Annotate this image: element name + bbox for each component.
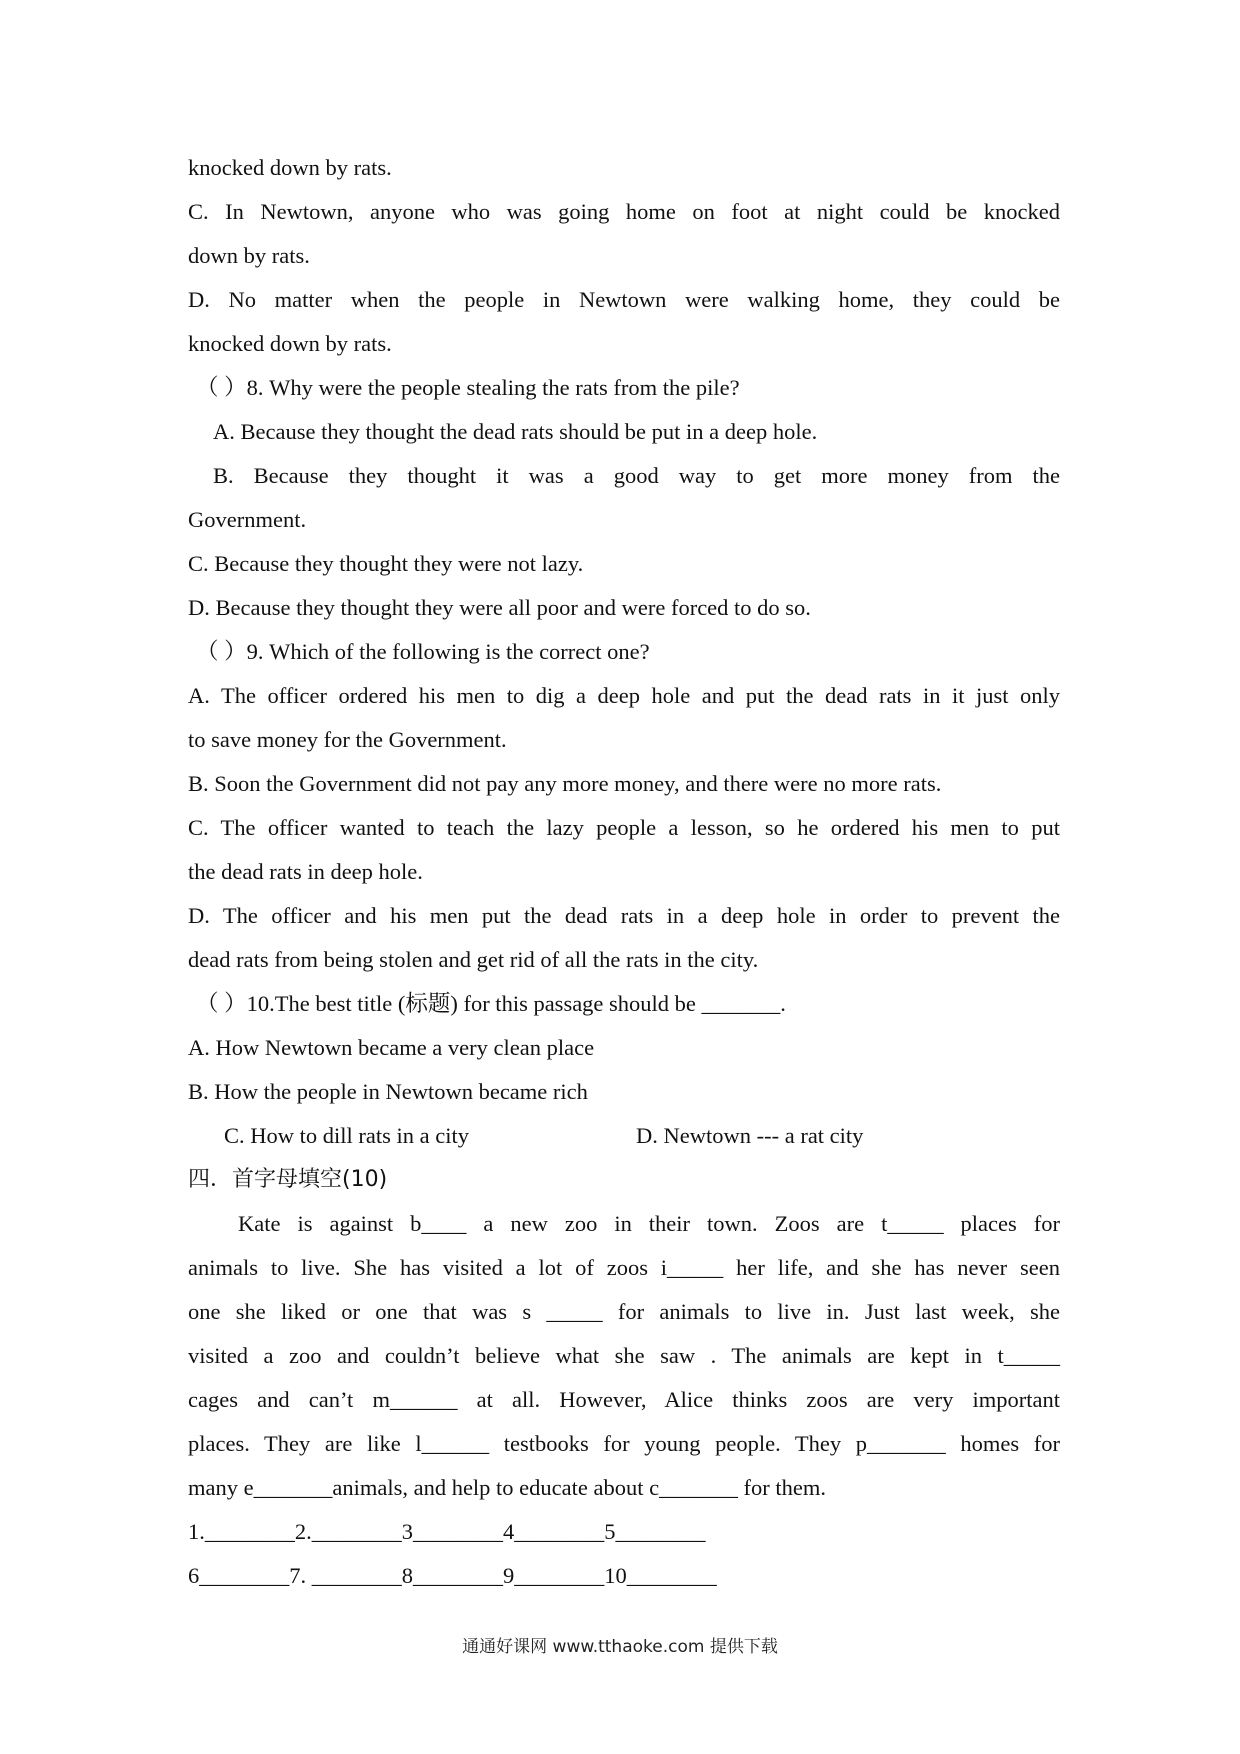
q8-option-c: C. Because they thought they were not lazy. xyxy=(188,551,584,576)
section4-heading: 四．首字母填空(10) xyxy=(188,1167,388,1192)
answer-blanks-1-5: 1.________2.________3________4________5________ xyxy=(188,1519,706,1544)
page-footer: 通通好课网 www.tthaoke.com 提供下载 xyxy=(462,1637,778,1657)
q7-option-d-line2: knocked down by rats. xyxy=(188,331,392,356)
q9-stem: （ ）9. Which of the following is the correct one? xyxy=(196,639,650,664)
q8-option-b-line2: Government. xyxy=(188,507,307,532)
answer-blanks-6-10: 6________7. ________8________9________10________ xyxy=(188,1563,717,1588)
q9-option-d-line1: D. The officer and his men put the dead rats in a deep hole in order to prevent the xyxy=(188,903,1060,928)
cloze-line-7: many e_______animals, and help to educate about c_______ for them. xyxy=(188,1475,826,1500)
cloze-line-3: one she liked or one that was s _____ for animals to live in. Just last week, she xyxy=(188,1299,1060,1324)
q10-stem: （ ）10.The best title (标题) for this passage should be _______. xyxy=(196,991,786,1016)
q9-option-a-line2: to save money for the Government. xyxy=(188,727,507,752)
cloze-line-4: visited a zoo and couldn’t believe what she saw . The animals are kept in t_____ xyxy=(188,1343,1060,1368)
q9-option-a-line1: A. The officer ordered his men to dig a deep hole and put the dead rats in it just only xyxy=(188,683,1060,708)
q9-option-b: B. Soon the Government did not pay any more money, and there were no more rats. xyxy=(188,771,942,796)
worksheet-body xyxy=(188,146,1060,1598)
q8-option-d: D. Because they thought they were all poor and were forced to do so. xyxy=(188,595,811,620)
q7-option-c-line2: down by rats. xyxy=(188,243,310,268)
q9-option-c-line1: C. The officer wanted to teach the lazy people a lesson, so he ordered his men to put xyxy=(188,815,1060,840)
q8-option-a: A. Because they thought the dead rats should be put in a deep hole. xyxy=(213,419,818,444)
q8-stem: （ ）8. Why were the people stealing the rats from the pile? xyxy=(196,375,740,400)
q9-option-c-line2: the dead rats in deep hole. xyxy=(188,859,423,884)
q10-option-a: A. How Newtown became a very clean place xyxy=(188,1035,595,1060)
cloze-line-5: cages and can’t m______ at all. However, Alice thinks zoos are very important xyxy=(188,1387,1060,1412)
q7-option-b-tail: knocked down by rats. xyxy=(188,155,392,180)
q8-option-b-line1: B. Because they thought it was a good way to get more money from the xyxy=(213,463,1060,488)
q10-option-b: B. How the people in Newtown became rich xyxy=(188,1079,588,1104)
q10-option-d: D. Newtown --- a rat city xyxy=(636,1123,864,1148)
q9-option-d-line2: dead rats from being stolen and get rid of all the rats in the city. xyxy=(188,947,759,972)
q7-option-d-line1: D. No matter when the people in Newtown were walking home, they could be xyxy=(188,287,1060,312)
cloze-line-6: places. They are like l______ testbooks for young people. They p_______ homes for xyxy=(188,1431,1060,1456)
cloze-line-2: animals to live. She has visited a lot of zoos i_____ her life, and she has never seen xyxy=(188,1255,1060,1280)
q10-options-cd xyxy=(188,1114,1060,1158)
q10-option-c: C. How to dill rats in a city xyxy=(224,1123,469,1148)
q7-option-c-line1: C. In Newtown, anyone who was going home on foot at night could be knocked xyxy=(188,199,1060,224)
cloze-line-1: Kate is against b____ a new zoo in their town. Zoos are t_____ places for xyxy=(238,1211,1060,1236)
